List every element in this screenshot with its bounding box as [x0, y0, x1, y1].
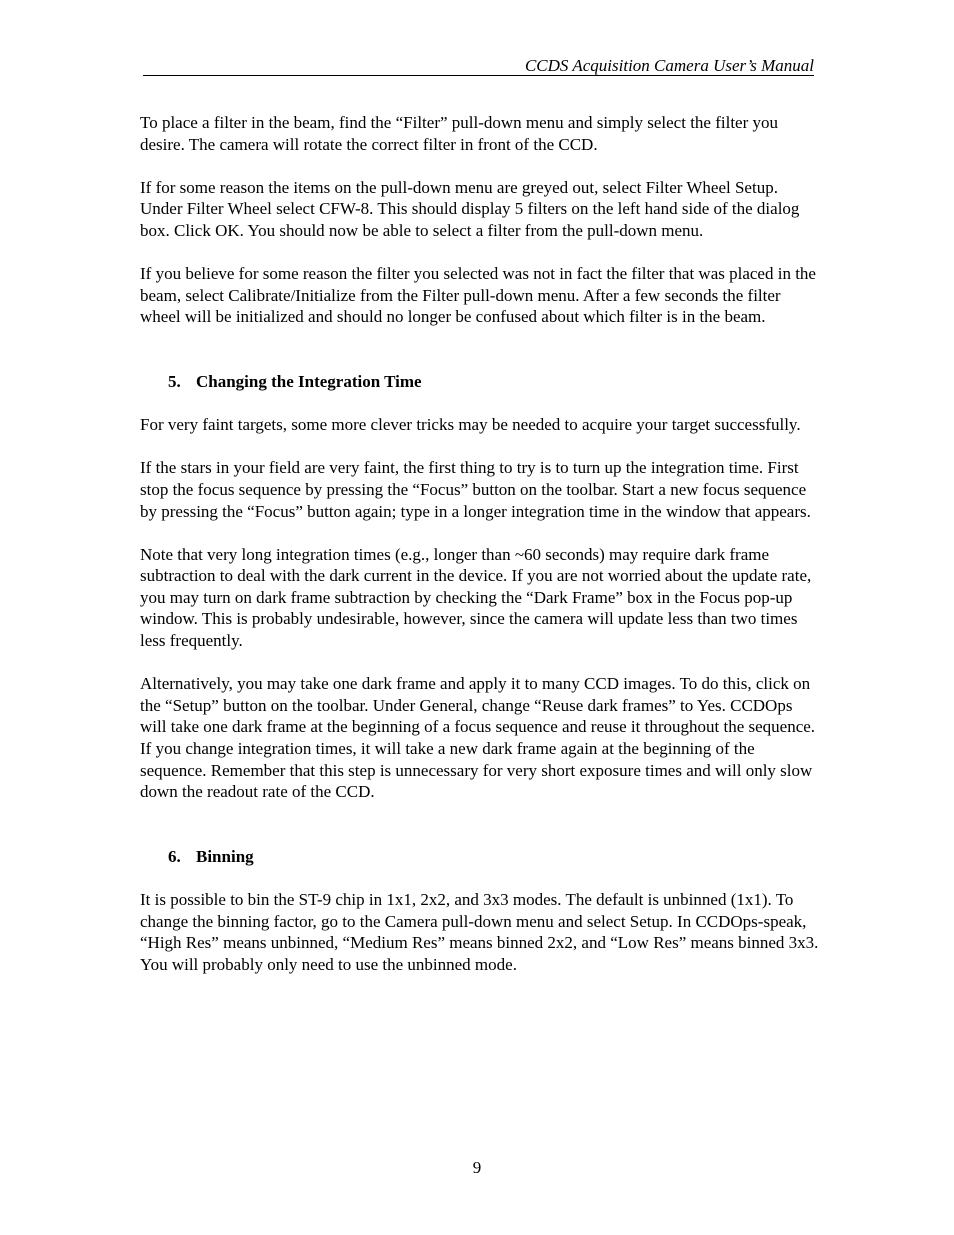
paragraph: If the stars in your field are very faint, the first thing to try is to turn up the integration time. First stop the focus sequence by pressing the “Focus” button on the toolbar. Start a new focus sequence by pressing the “Focus” button again; type in a longer integration time in the window that appears. — [140, 458, 811, 521]
section-heading-6 — [168, 846, 820, 868]
paragraph: To place a filter in the beam, find the “Filter” pull-down menu and simply select the filter you desire. The camera will rotate the correct filter in front of the CCD. — [140, 113, 779, 154]
page-body — [140, 112, 820, 997]
header-rule — [143, 75, 814, 76]
paragraph: It is possible to bin the ST-9 chip in 1x1, 2x2, and 3x3 modes. The default is unbinned (1x1). To change the binning factor, go to the Camera pull-down menu and select Setup. In CCDOps-speak, “High Res” means unbinned, “Medium Res” means binned 2x2, and “Low Res” means binned 3x3. You will probably only need to use the unbinned mode. — [140, 890, 819, 974]
paragraph: If you believe for some reason the filter you selected was not in fact the filter that was placed in the beam, select Calibrate/Initialize from the Filter pull-down menu. After a few seconds the filter wheel will be initialized and should no longer be confused about which filter is in the beam. — [140, 264, 816, 327]
section-title: Binning — [196, 846, 254, 866]
paragraph: Alternatively, you may take one dark frame and apply it to many CCD images. To do this, click on the “Setup” button on the toolbar. Under General, change “Reuse dark frames” to Yes. CCDOps will take one dark frame at the beginning of a focus sequence and reuse it throughout the sequence. If you change integration times, it will take a new dark frame again at the beginning of the sequence. Remember that this step is unnecessary for very short exposure times and will only slow down the readout rate of the CCD. — [140, 674, 816, 802]
section-number: 5. — [168, 371, 181, 391]
section-title: Changing the Integration Time — [196, 371, 422, 391]
section-heading-5 — [168, 371, 820, 393]
section-number: 6. — [168, 846, 181, 866]
page-number: 9 — [472, 1158, 482, 1177]
paragraph: For very faint targets, some more clever tricks may be needed to acquire your target successfully. — [140, 415, 801, 435]
running-header: CCDS Acquisition Camera User’s Manual — [524, 56, 814, 75]
paragraph: Note that very long integration times (e.g., longer than ~60 seconds) may require dark frame subtraction to deal with the dark current in the device. If you are not worried about the update rate, you may turn on dark frame subtraction by checking the “Dark Frame” box in the Focus pop-up window. This is probably undesirable, however, since the camera will update less than two times less frequently. — [140, 544, 812, 651]
paragraph: If for some reason the items on the pull-down menu are greyed out, select Filter Wheel Setup. Under Filter Wheel select CFW-8. This should display 5 filters on the left hand side of the dialog box. Click OK. You should now be able to select a filter from the pull-down menu. — [140, 177, 800, 240]
